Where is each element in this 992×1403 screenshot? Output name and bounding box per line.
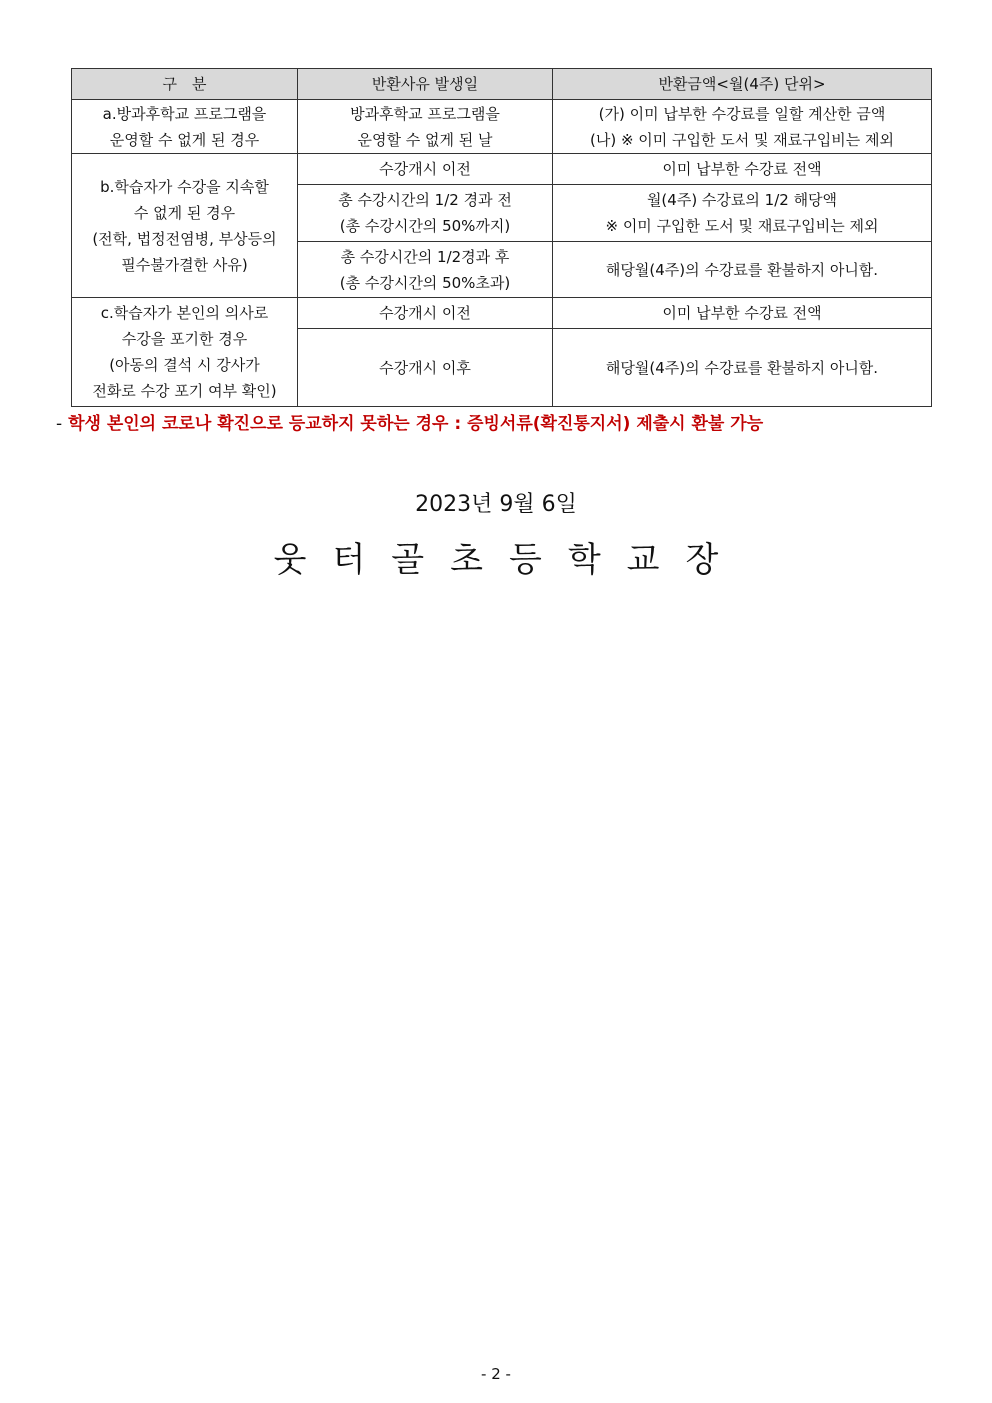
- date-c-1: 수강개시 이전: [298, 298, 553, 329]
- date-b-3: 총 수강시간의 1/2경과 후 (총 수강시간의 50%초과): [298, 242, 553, 298]
- table-row: [72, 100, 932, 154]
- table-row: [72, 154, 932, 185]
- covid-refund-note: [56, 409, 763, 434]
- school-principal-signature: 웃터골초등학교장: [273, 540, 745, 580]
- document-date: 2023년 9월 6일: [415, 492, 577, 517]
- date-a: 방과후학교 프로그램을 운영할 수 없게 된 날: [298, 100, 553, 154]
- refund-table: [71, 68, 932, 407]
- note-dash: -: [56, 414, 63, 434]
- category-a: a.방과후학교 프로그램을 운영할 수 없게 된 경우: [72, 100, 298, 154]
- date-c-2: 수강개시 이후: [298, 329, 553, 407]
- header-date: 반환사유 발생일: [298, 69, 553, 100]
- amount-a: (가) 이미 납부한 수강료를 일할 계산한 금액 (나) ※ 이미 구입한 도서 및 재료구입비는 제외: [553, 100, 932, 154]
- category-c: c.학습자가 본인의 의사로 수강을 포기한 경우 (아동의 결석 시 강사가 전화로 수강 포기 여부 확인): [72, 298, 298, 407]
- amount-c-1: 이미 납부한 수강료 전액: [553, 298, 932, 329]
- date-b-1: 수강개시 이전: [298, 154, 553, 185]
- table-row: [72, 298, 932, 329]
- date-b-2: 총 수강시간의 1/2 경과 전 (총 수강시간의 50%까지): [298, 185, 553, 242]
- amount-c-2: 해당월(4주)의 수강료를 환불하지 아니함.: [553, 329, 932, 407]
- header-amount: 반환금액<월(4주) 단위>: [553, 69, 932, 100]
- note-text: 학생 본인의 코로나 확진으로 등교하지 못하는 경우 : 증빙서류(확진통지서) 제출시 환불 가능: [68, 414, 764, 434]
- page-number: - 2 -: [481, 1365, 511, 1383]
- table-header-row: [72, 69, 932, 100]
- category-b: b.학습자가 수강을 지속할 수 없게 된 경우 (전학, 법정전염병, 부상등의 필수불가결한 사유): [72, 154, 298, 298]
- amount-b-3: 해당월(4주)의 수강료를 환불하지 아니함.: [553, 242, 932, 298]
- amount-b-2: 월(4주) 수강료의 1/2 해당액 ※ 이미 구입한 도서 및 재료구입비는 제외: [553, 185, 932, 242]
- header-category: 구 분: [72, 69, 298, 100]
- amount-b-1: 이미 납부한 수강료 전액: [553, 154, 932, 185]
